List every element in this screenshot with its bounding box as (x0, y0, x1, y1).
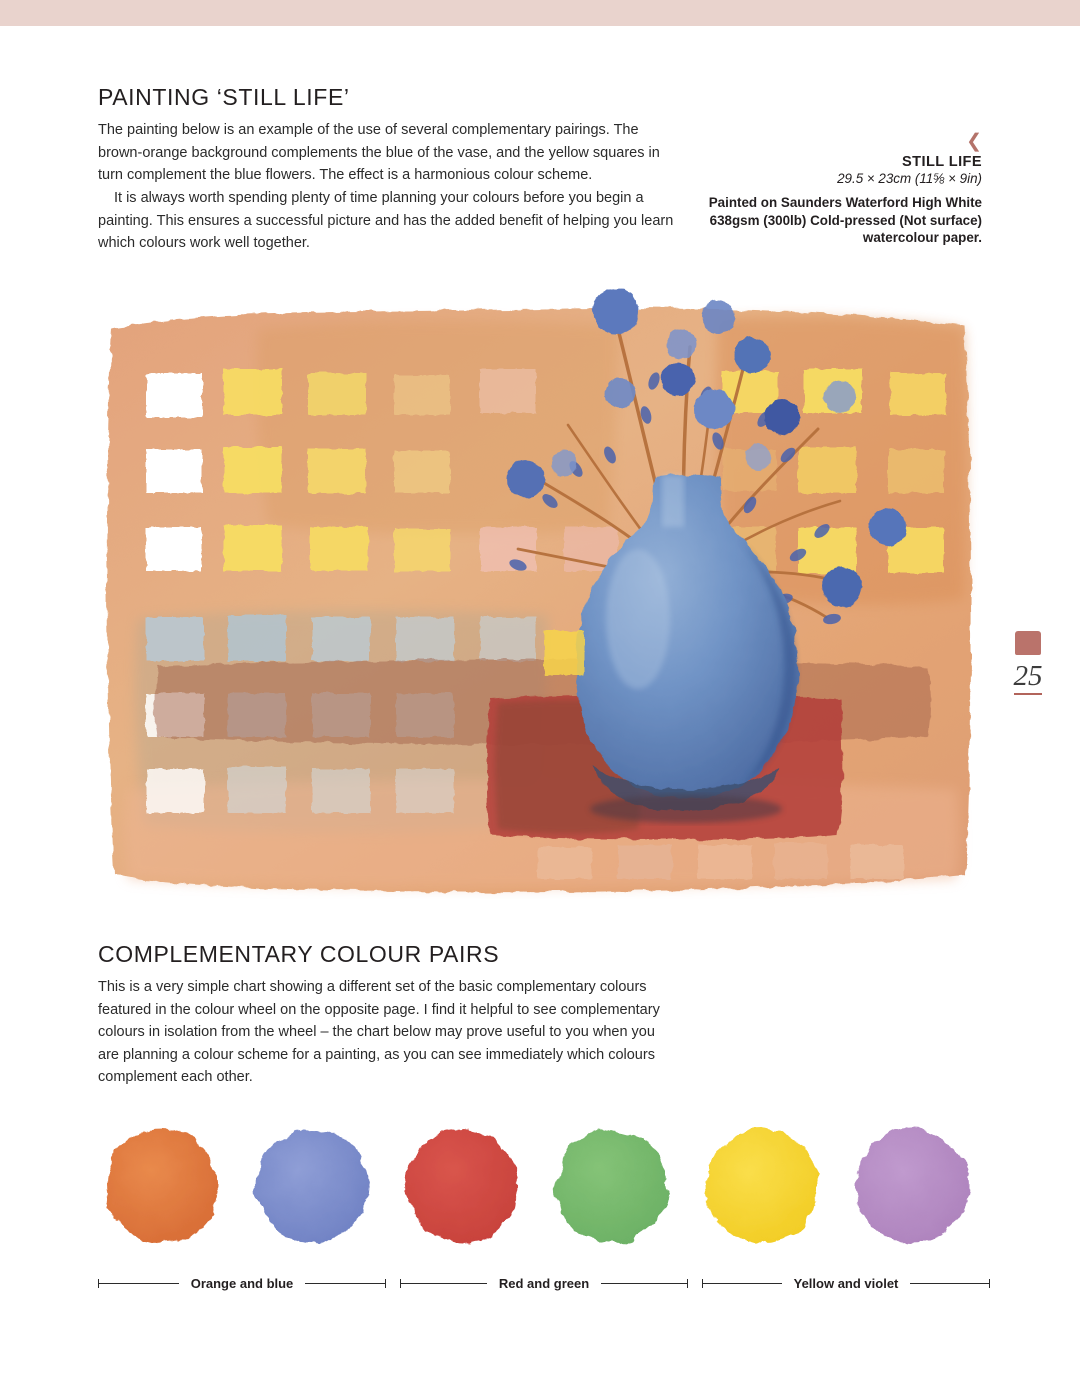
pair-label-text: Yellow and violet (793, 1275, 899, 1291)
chevron-down-icon: ❮ (966, 131, 982, 152)
page-top-band (0, 0, 1080, 26)
pair-label-orange-blue (98, 1273, 386, 1293)
colour-pairs-paragraph: This is a very simple chart showing a different set of the basic complementary colours featured in the colour wheel on the opposite page. I find it helpful to see complementary colours in isolation from the wheel – the chart below may prove useful to you when you are planning a colour scheme for a painting, as you can see immediately which colours complement each other. (98, 979, 660, 1086)
page-number: 25 (1013, 660, 1043, 692)
pair-label-yellow-violet (702, 1273, 990, 1293)
pair-label-text: Red and green (498, 1275, 590, 1291)
pair-rule-right (601, 1283, 688, 1284)
caption-dimensions: 29.5 × 23cm (11⅝ × 9in) (837, 171, 982, 186)
painting-paragraph-1: The painting below is an example of the use of several complementary pairings. The brown-orange background complements the blue of the vase, and the yellow squares in turn complement the blue flowers. The effect is a harmonious colour scheme. (98, 122, 660, 184)
pair-label-text: Orange and blue (190, 1275, 294, 1291)
pair-label-red-green (400, 1273, 688, 1293)
book-page (0, 26, 1080, 1400)
pair-rule-left (98, 1283, 179, 1284)
pair-labels-row (98, 1273, 982, 1295)
complementary-colour-chart (98, 1121, 982, 1301)
colour-swatch-row (98, 1121, 982, 1251)
colour-swatches (98, 1121, 982, 1251)
folio-rule (1014, 693, 1042, 695)
page-title-colour-pairs: COMPLEMENTARY COLOUR PAIRS (98, 941, 500, 967)
folio-swatch-icon (1015, 631, 1041, 655)
painting-paragraph-2: It is always worth spending plenty of time planning your colours before you begin a painting. This ensures a successful picture and has the added benefit of helping you learn which colours work well together. (98, 190, 674, 252)
page-folio (1006, 631, 1050, 695)
artwork-caption (682, 131, 982, 247)
caption-paper-details: Painted on Saunders Waterford High White 638gsm (300lb) Cold-pressed (Not surface) watercolour paper. (708, 195, 982, 245)
pair-rule-right (305, 1283, 386, 1284)
still-life-painting (98, 269, 982, 919)
painting-canvas (98, 269, 982, 919)
caption-title: STILL LIFE (902, 154, 982, 170)
page-title-painting: PAINTING ‘STILL LIFE’ (98, 84, 350, 110)
pair-rule-right (910, 1283, 990, 1284)
pair-rule-left (400, 1283, 487, 1284)
pair-rule-left (702, 1283, 782, 1284)
